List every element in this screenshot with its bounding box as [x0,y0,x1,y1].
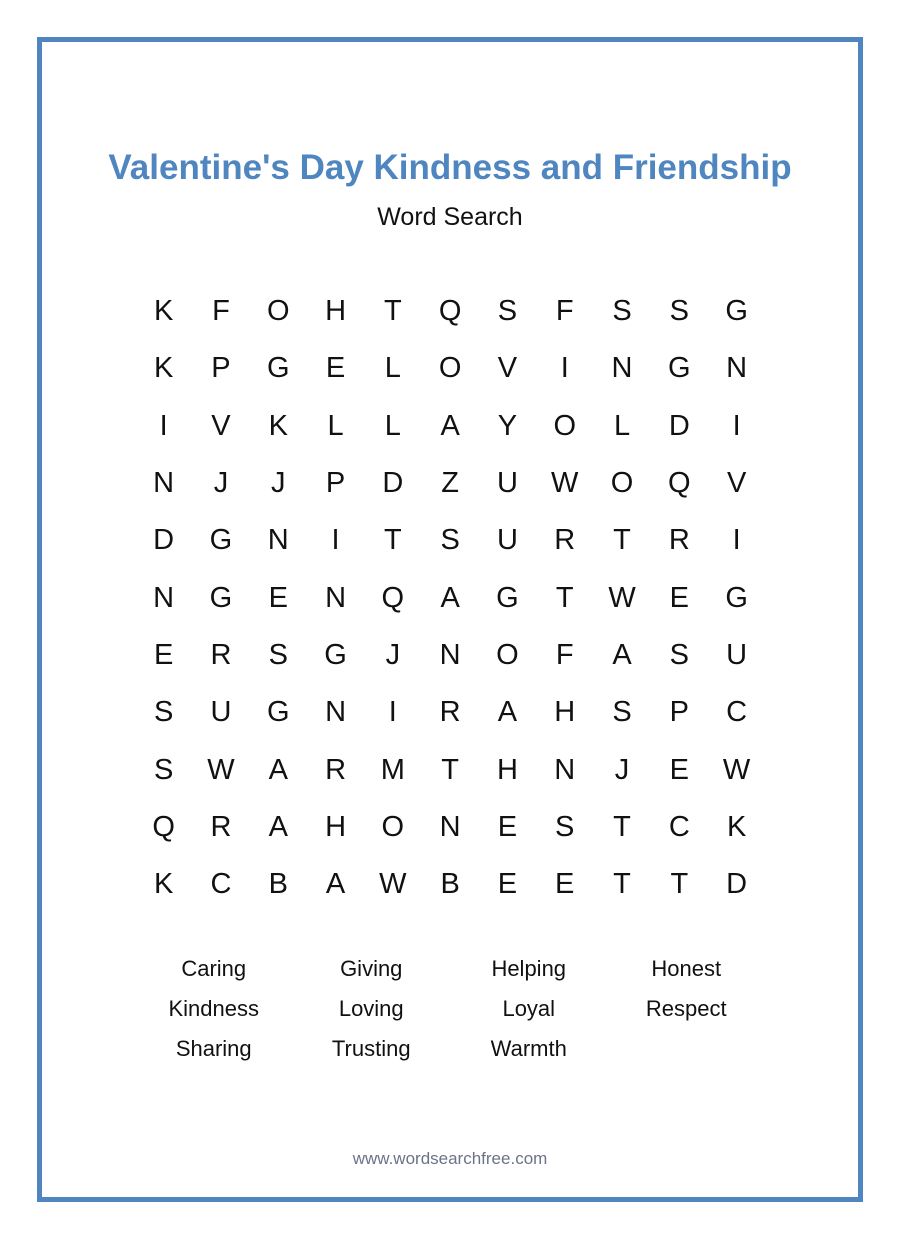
grid-cell: K [153,352,174,385]
grid-cell: O [438,352,462,385]
grid-cell: T [613,868,631,901]
grid-cell: Q [668,467,691,500]
grid-cell: P [211,352,231,385]
grid-cell: C [210,868,232,901]
grid-cell: B [268,868,288,901]
grid-cell: F [555,638,574,671]
word-list-item: Kindness [168,996,259,1021]
grid-cell: A [612,638,632,671]
grid-cell: C [726,696,748,729]
grid-cell: N [325,581,347,614]
word-list-item: Respect [645,996,727,1021]
grid-cell: O [381,810,405,843]
grid-cell: K [153,868,174,901]
grid-cell: J [385,638,401,671]
grid-cell: E [497,868,518,901]
grid-cell: A [268,753,288,786]
grid-cell: K [268,409,288,442]
word-list-item: Caring [181,956,247,981]
grid-cell: G [209,524,233,557]
grid-cell: S [497,295,518,328]
grid-cell: N [439,810,461,843]
grid-cell: D [668,409,690,442]
grid-cell: E [555,868,575,901]
grid-cell: A [325,868,346,901]
grid-cell: C [668,810,690,843]
grid-cell: G [209,581,233,614]
grid-cell: S [669,638,689,671]
grid-cell: U [210,696,232,729]
grid-cell: F [212,295,230,328]
grid-cell: O [266,295,290,328]
grid-cell: R [325,753,347,786]
grid-cell: I [388,696,397,729]
grid-cell: S [440,524,460,557]
grid-cell: W [722,753,751,786]
grid-cell: N [726,352,748,385]
grid-cell: T [383,524,402,557]
grid-cell: J [614,753,630,786]
grid-cell: S [612,295,632,328]
word-list-item: Sharing [175,1036,252,1061]
grid-cell: L [384,409,401,442]
grid-cell: G [324,638,347,671]
grid-cell: W [207,753,235,786]
grid-cell: N [325,696,347,729]
grid-cell: R [554,524,576,557]
grid-cell: E [497,810,518,843]
grid-cell: A [497,696,518,729]
grid-cell: V [211,409,231,442]
grid-cell: R [210,810,232,843]
grid-cell: A [440,581,460,614]
grid-cell: R [210,638,232,671]
footer-url: www.wordsearchfree.com [352,1149,548,1168]
grid-cell: A [268,810,288,843]
grid-cell: T [441,753,459,786]
grid-cell: O [553,409,576,442]
grid-cell: D [153,524,175,557]
grid-cell: Q [438,295,462,328]
grid-cell: E [268,581,288,614]
grid-cell: U [496,524,518,557]
grid-cell: G [668,352,691,385]
grid-cell: J [213,467,229,500]
grid-cell: T [613,524,631,557]
grid-cell: B [440,868,460,901]
grid-cell: H [325,810,347,843]
word-list-item: Helping [491,956,567,981]
grid-cell: I [732,409,741,442]
grid-cell: G [725,295,748,328]
grid-cell: N [267,524,289,557]
grid-cell: E [669,753,689,786]
grid-cell: N [439,638,461,671]
grid-cell: Q [152,810,175,843]
grid-cell: M [380,753,405,786]
grid-cell: W [608,581,636,614]
grid-cell: H [554,696,576,729]
grid-cell: S [153,696,174,729]
grid-cell: I [331,524,340,557]
grid-cell: V [726,467,747,500]
grid-cell: I [560,352,569,385]
grid-cell: Z [441,467,459,500]
grid-cell: I [732,524,741,557]
grid-cell: L [613,409,631,442]
grid-cell: G [496,581,519,614]
grid-cell: J [270,467,286,500]
grid-cell: P [325,467,346,500]
grid-cell: A [440,409,460,442]
grid-cell: T [670,868,689,901]
grid-cell: U [496,467,518,500]
grid-cell: R [668,524,690,557]
grid-cell: S [555,810,575,843]
grid-cell: L [327,409,344,442]
grid-cell: W [379,868,407,901]
grid-cell: N [153,467,175,500]
grid-cell: D [726,868,748,901]
grid-cell: V [497,352,518,385]
word-list-item: Honest [651,956,722,981]
word-list-item: Loving [338,996,404,1021]
grid-cell: Y [497,409,518,442]
grid-cell: N [554,753,576,786]
grid-cell: S [669,295,689,328]
grid-cell: G [266,352,290,385]
grid-cell: L [384,352,401,385]
grid-cell: R [439,696,461,729]
grid-cell: S [268,638,288,671]
grid-cell: N [611,352,633,385]
puzzle-title: Valentine's Day Kindness and Friendship [108,148,792,187]
grid-cell: K [726,810,747,843]
grid-cell: H [325,295,347,328]
grid-cell: T [383,295,402,328]
grid-cell: T [613,810,631,843]
grid-cell: E [325,352,346,385]
grid-cell: T [555,581,574,614]
grid-cell: E [669,581,689,614]
letter-grid [135,283,765,913]
grid-cell: G [725,581,748,614]
grid-cell: O [496,638,519,671]
word-list-item: Giving [340,956,403,981]
grid-cell: I [159,409,168,442]
word-list-item: Loyal [502,996,556,1021]
grid-cell: F [555,295,574,328]
puzzle-subtitle: Word Search [377,203,523,231]
word-list-item: Warmth [490,1036,567,1061]
grid-cell: H [496,753,518,786]
grid-cell: E [153,638,174,671]
word-list [135,952,765,1072]
grid-cell: S [153,753,174,786]
grid-cell: U [726,638,748,671]
grid-cell: G [266,696,290,729]
grid-cell: S [612,696,632,729]
grid-cell: K [153,295,174,328]
word-list-item: Trusting [331,1036,411,1061]
grid-cell: W [551,467,579,500]
grid-cell: P [669,696,689,729]
grid-cell: Q [381,581,405,614]
grid-cell: N [153,581,175,614]
grid-cell: D [382,467,404,500]
grid-cell: O [610,467,634,500]
